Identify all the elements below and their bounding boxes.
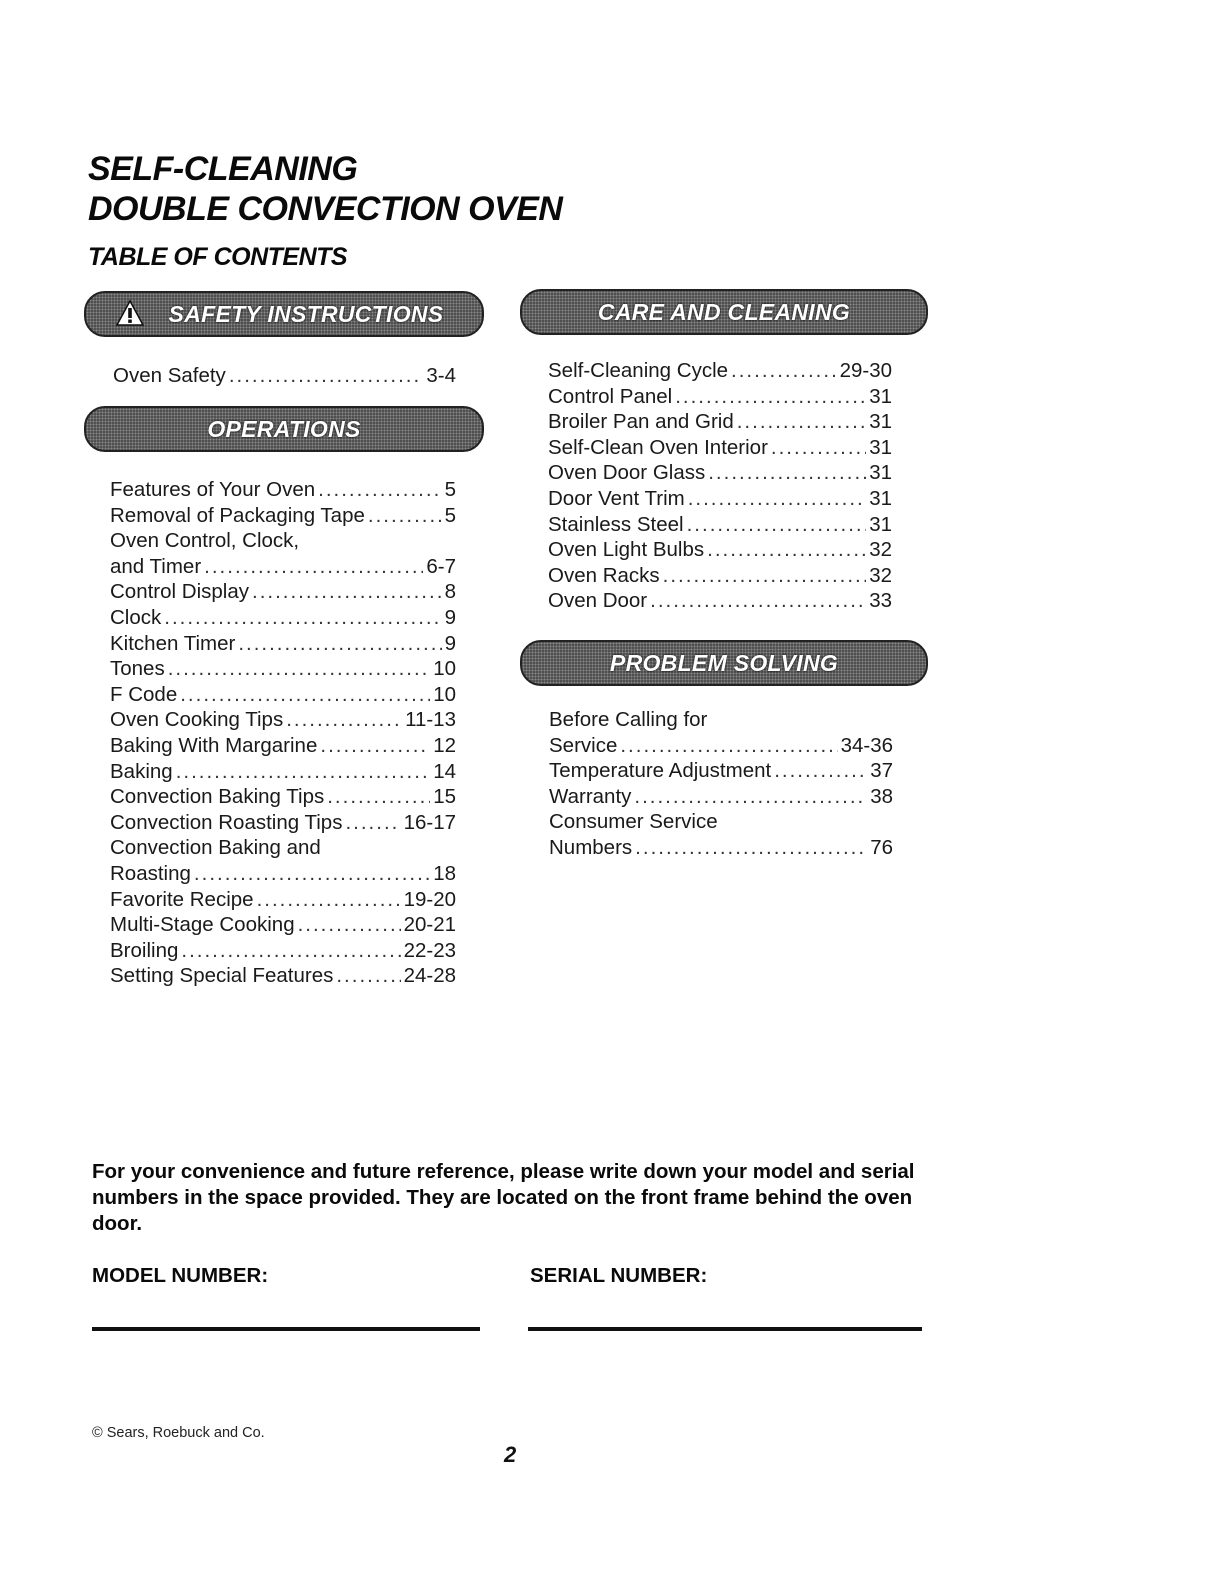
toc-entry-label: Clock [110,605,162,629]
toc-entry [110,963,456,989]
document-title-line-2: DOUBLE CONVECTION OVEN [88,190,563,228]
care-and-cleaning-banner [520,289,928,335]
operations-banner [84,406,484,452]
toc-entry-label: Numbers [549,835,633,859]
toc-entry-label: Roasting [110,861,191,885]
dot-leader [238,631,441,657]
copyright-notice: © Sears, Roebuck and Co. [92,1425,265,1441]
dot-leader [176,759,431,785]
toc-entry-page: 31 [869,410,892,434]
toc-entry-page: 31 [869,461,892,485]
toc-entry [548,358,892,384]
dot-leader [257,887,401,913]
dot-leader [707,537,866,563]
toc-entry-page: 33 [869,589,892,613]
model-number-label: MODEL NUMBER: [92,1264,269,1287]
toc-entry-label: Convection Baking Tips [110,785,325,809]
dot-leader [688,486,866,512]
toc-entry [549,733,893,759]
toc-entry-page: 31 [869,486,892,510]
toc-entry [548,384,892,410]
toc-entry-page: 16-17 [403,810,456,834]
toc-entry-page: 10 [433,657,456,681]
toc-entry-page: 76 [870,835,893,859]
toc-entry-page: 6-7 [426,554,456,578]
dot-leader [771,435,866,461]
dot-leader [327,784,430,810]
toc-entry [110,938,456,964]
toc-entry-page: 5 [444,478,456,501]
banner-label: OPERATIONS [207,415,361,442]
toc-entry-page: 14 [433,759,456,783]
toc-entry-label: Stainless Steel [548,512,684,536]
toc-entry [110,707,456,733]
dot-leader [687,512,867,538]
toc-entry-page: 20-21 [403,913,456,937]
toc-entry [548,460,892,486]
toc-entry-page: 38 [870,784,893,808]
safety-toc-list [113,363,456,389]
toc-entry-page: 3-4 [426,364,456,387]
toc-entry-label: and Timer [110,554,202,578]
dot-leader [286,707,402,733]
toc-entry-label: Self-Clean Oven Interior [548,435,768,459]
dot-leader [204,554,423,580]
toc-entry-page: 15 [433,785,456,809]
dot-leader [320,733,430,759]
toc-entry-page: 34-36 [840,733,893,757]
toc-entry-label: Control Panel [548,384,673,408]
document-title: SELF-CLEANING [88,150,358,188]
operations-toc-list [110,477,456,989]
toc-entry [110,528,456,554]
dot-leader [634,784,867,810]
toc-entry-label: Features of Your Oven [110,478,316,501]
toc-entry-page: 19-20 [403,887,456,911]
toc-entry [549,835,893,861]
toc-entry-label: Multi-Stage Cooking [110,913,295,937]
toc-entry [110,810,456,836]
toc-entry [548,435,892,461]
toc-entry-label: Broiler Pan and Grid [548,410,734,434]
toc-entry [548,486,892,512]
toc-entry [548,588,892,614]
toc-entry-label: Warranty [549,784,632,808]
toc-entry-page: 9 [444,631,456,655]
problem-solving-banner [520,640,928,686]
dot-leader [229,363,424,389]
toc-entry [110,733,456,759]
toc-entry-label: Oven Racks [548,563,660,587]
toc-entry [110,631,456,657]
toc-heading: TABLE OF CONTENTS [88,243,348,271]
toc-entry-label: Before Calling for [549,708,708,731]
dot-leader [737,409,866,435]
toc-entry-label: Oven Light Bulbs [548,538,705,562]
toc-entry [548,409,892,435]
toc-entry [548,563,892,589]
serial-number-line [528,1327,922,1331]
toc-entry [110,912,456,938]
toc-entry-page: 5 [444,503,456,527]
toc-entry [110,477,456,503]
toc-entry [549,707,893,733]
toc-entry-label: Baking With Margarine [110,733,318,757]
toc-entry-label: Kitchen Timer [110,631,236,655]
dot-leader [345,810,400,836]
safety-instructions-banner [84,291,484,337]
dot-leader [180,682,430,708]
toc-entry-label: Temperature Adjustment [549,759,772,783]
dot-leader [318,477,441,503]
toc-entry-page: 11-13 [405,708,456,732]
toc-entry-label: Removal of Packaging Tape [110,503,365,527]
toc-entry [110,503,456,529]
toc-entry-label: Service [549,733,618,757]
toc-entry-page: 29-30 [839,359,892,382]
toc-entry-label: Oven Control, Clock, [110,529,300,553]
toc-entry-page: 22-23 [403,938,456,962]
toc-entry-page: 32 [869,538,892,562]
dot-leader [663,563,867,589]
toc-entry [549,758,893,784]
dot-leader [708,460,866,486]
toc-entry [110,682,456,708]
toc-entry-page: 8 [444,580,456,604]
toc-entry-page: 32 [869,563,892,587]
toc-entry-label: Oven Door Glass [548,461,706,485]
toc-entry-label: Favorite Recipe [110,887,254,911]
toc-entry [110,784,456,810]
toc-entry [110,656,456,682]
model-number-line [92,1327,480,1331]
toc-entry-label: Tones [110,657,165,681]
toc-entry-page: 10 [433,682,456,706]
serial-number-label: SERIAL NUMBER: [530,1264,708,1287]
toc-entry-page: 9 [444,605,456,629]
toc-entry-label: Control Display [110,580,249,604]
toc-entry-label: F Code [110,682,178,706]
dot-leader [168,656,430,682]
toc-entry-page: 31 [869,435,892,459]
toc-entry [110,579,456,605]
toc-entry [110,887,456,913]
dot-leader [252,579,442,605]
dot-leader [731,358,837,384]
dot-leader [774,758,867,784]
dot-leader [194,861,430,887]
warning-triangle-icon [116,300,144,326]
toc-entry-page: 31 [869,384,892,408]
toc-entry-label: Oven Cooking Tips [110,708,284,732]
dot-leader [368,503,442,529]
dot-leader [298,912,401,938]
toc-entry [110,605,456,631]
toc-entry-label: Oven Safety [113,364,226,387]
toc-entry-label: Broiling [110,938,179,962]
dot-leader [675,384,866,410]
toc-entry [110,759,456,785]
toc-entry-label: Door Vent Trim [548,486,685,510]
toc-entry [110,861,456,887]
toc-entry-label: Oven Door [548,589,648,613]
toc-entry-label: Setting Special Features [110,964,334,988]
banner-label: SAFETY INSTRUCTIONS [168,300,444,327]
dot-leader [635,835,867,861]
toc-entry [548,512,892,538]
page-number: 2 [504,1442,517,1467]
dot-leader [620,733,837,759]
toc-entry-label: Self-Cleaning Cycle [548,359,729,382]
toc-entry-page: 31 [869,512,892,536]
dot-leader [650,588,866,614]
banner-label: PROBLEM SOLVING [609,649,839,676]
toc-entry-label: Convection Baking and [110,836,321,860]
toc-entry-page: 24-28 [403,964,456,988]
problem-toc-list [549,707,893,861]
reference-note: For your convenience and future reference, please write down your model and serial numbers in the space provided. They are located on the front frame behind the oven door. [92,1160,915,1235]
dot-leader [181,938,400,964]
toc-entry-page: 18 [433,861,456,885]
toc-entry [549,809,893,835]
dot-leader [164,605,441,631]
toc-entry-page: 37 [870,759,893,783]
care-toc-list [548,358,892,614]
dot-leader [336,963,400,989]
toc-entry-label: Baking [110,759,173,783]
toc-entry-page: 12 [433,733,456,757]
toc-entry [110,835,456,861]
toc-entry-label: Consumer Service [549,810,718,834]
banner-label: CARE AND CLEANING [597,298,851,325]
toc-entry [548,537,892,563]
toc-entry [549,784,893,810]
toc-entry [110,554,456,580]
toc-entry-label: Convection Roasting Tips [110,810,343,834]
toc-entry [113,363,456,389]
